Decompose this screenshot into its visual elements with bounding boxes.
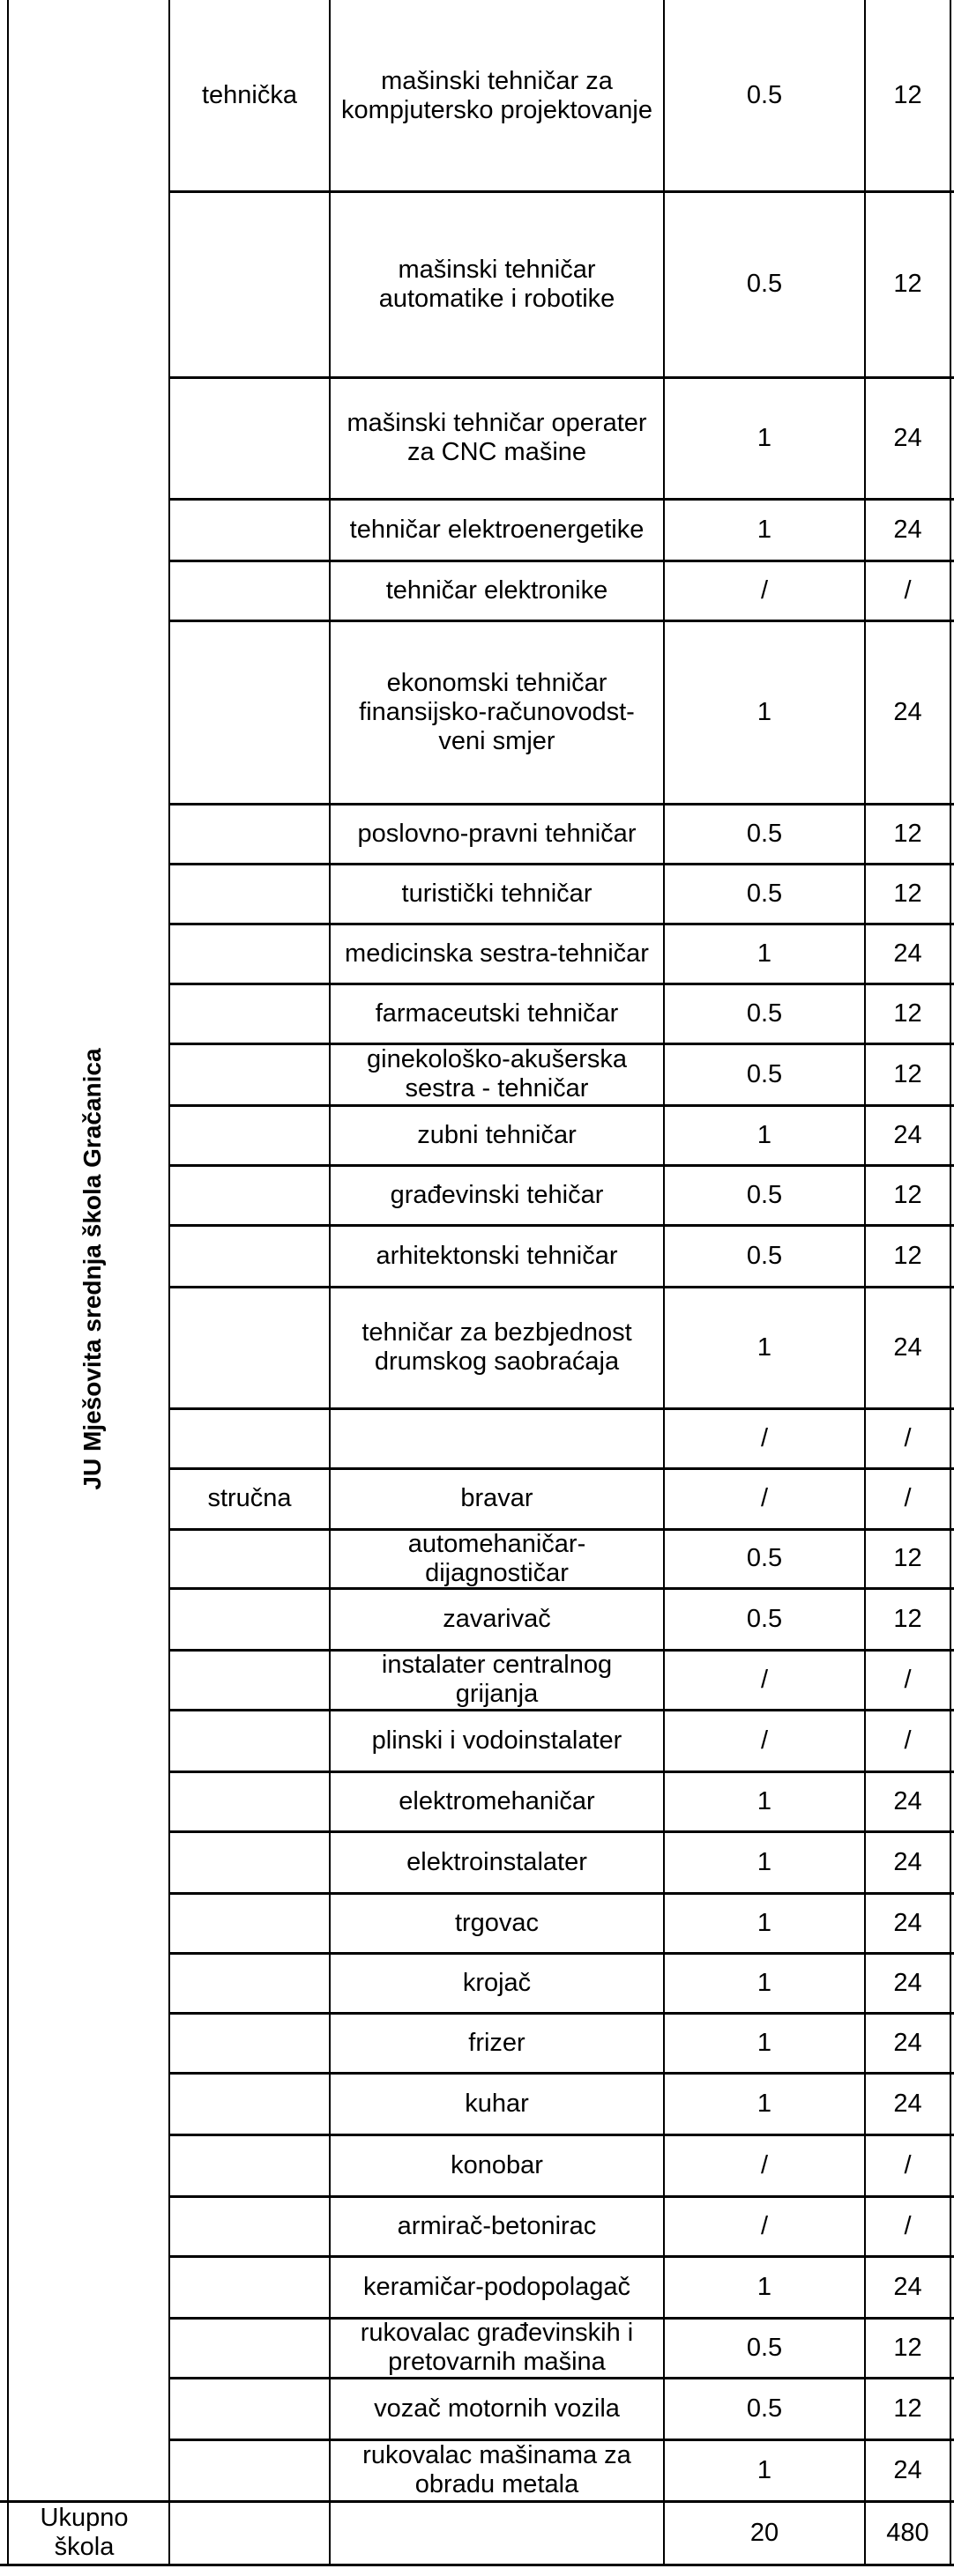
type-cell [170, 1287, 329, 1408]
students-cell: 24 [893, 939, 922, 968]
classes-cell: / [760, 1665, 769, 1694]
students-cell: 12 [893, 1059, 922, 1088]
classes-cell: 1 [756, 1333, 772, 1362]
program-cell: poslovno-pravni tehničar [357, 819, 637, 848]
students-cell: 24 [893, 697, 922, 726]
total-label: Ukupno škola [40, 2504, 129, 2561]
classes-cell: 1 [756, 2028, 772, 2057]
classes-cell: 1 [756, 1786, 772, 1815]
program-cell: arhitektonski tehničar [376, 1241, 618, 1270]
students-cell: 24 [893, 423, 922, 452]
students-cell: 24 [893, 2272, 922, 2301]
type-cell [170, 499, 329, 560]
type-cell [170, 1953, 329, 2013]
program-cell: kuhar [465, 2089, 529, 2118]
type-cell [170, 620, 329, 804]
classes-cell: 0.5 [746, 81, 783, 109]
students-cell: 12 [893, 879, 922, 908]
classes-cell: / [760, 1423, 769, 1452]
students-cell: / [904, 575, 912, 605]
classes-cell: 0.5 [746, 998, 783, 1028]
classes-cell: 1 [756, 1968, 772, 1997]
program-cell: vozač motornih vozila [374, 2394, 620, 2423]
type-cell [170, 2318, 329, 2378]
program-cell: mašinski tehničar za kompjutersko projektovanje [340, 66, 652, 124]
table-rule [7, 0, 9, 2566]
type-cell [170, 804, 329, 864]
classes-cell: 0.5 [746, 1544, 783, 1572]
type-cell [170, 1043, 329, 1105]
program-cell: građevinski tehičar [390, 1180, 604, 1209]
students-cell: 12 [893, 1544, 922, 1572]
students-cell: 12 [893, 1604, 922, 1633]
program-cell: rukovalac građevinskih i pretovarnih mašina [360, 2319, 634, 2376]
students-cell: 24 [893, 1847, 922, 1876]
program-cell: krojač [462, 1968, 532, 1997]
students-cell: 24 [893, 1333, 922, 1362]
classes-cell: 0.5 [746, 1241, 783, 1270]
students-cell: / [904, 1665, 912, 1694]
program-cell: elektroinstalater [406, 1847, 587, 1876]
type-cell [170, 984, 329, 1043]
classes-cell: / [760, 1484, 769, 1512]
classes-cell: 0.5 [746, 819, 783, 848]
classes-cell: 0.5 [746, 2394, 783, 2423]
classes-cell: 1 [756, 515, 772, 544]
program-cell: elektromehaničar [399, 1786, 595, 1815]
students-cell: 12 [893, 2333, 922, 2362]
classes-cell: 1 [756, 1847, 772, 1876]
program-cell: farmaceutski tehničar [375, 998, 619, 1028]
students-cell: 12 [893, 81, 922, 109]
type-cell [170, 2378, 329, 2439]
type-cell [170, 1710, 329, 1771]
type-cell [170, 560, 329, 620]
classes-cell: / [760, 575, 769, 605]
students-cell: 24 [893, 2089, 922, 2118]
students-cell: 12 [893, 998, 922, 1028]
type-cell [170, 864, 329, 924]
program-cell: automehaničar-dijagnostičar [407, 1529, 586, 1587]
program-cell: keramičar-podopolagač [362, 2272, 631, 2301]
students-cell: 24 [893, 1120, 922, 1149]
program-cell: konobar [451, 2150, 543, 2179]
type-cell [170, 2196, 329, 2256]
classes-cell: 1 [756, 697, 772, 726]
classes-cell: 0.5 [746, 270, 783, 298]
students-cell: 24 [893, 515, 922, 544]
classes-cell: 0.5 [746, 879, 783, 908]
type-cell [170, 1105, 329, 1165]
program-cell: mašinski tehničar automatike i robotike [378, 255, 615, 313]
students-cell: / [904, 2211, 912, 2240]
type-cell [170, 2073, 329, 2134]
type-cell [170, 1529, 329, 1588]
students-cell: 24 [893, 1908, 922, 1937]
students-cell: 24 [893, 1968, 922, 1997]
program-cell: ginekološko-akušerska sestra - tehničar [367, 1045, 627, 1102]
classes-cell: 1 [756, 423, 772, 452]
program-cell: tehničar elektronike [385, 575, 608, 605]
classes-cell: 1 [756, 2272, 772, 2301]
program-cell: mašinski tehničar operater za CNC mašine [347, 409, 647, 466]
type-cell [170, 2013, 329, 2073]
students-cell: 24 [893, 2028, 922, 2057]
program-cell: armirač-betonirac [397, 2211, 597, 2240]
program-cell: tehničar za bezbjednost drumskog saobraćaja [361, 1318, 632, 1376]
type-cell [170, 1408, 329, 1468]
total-classes: 20 [749, 2518, 779, 2547]
program-cell: zavarivač [443, 1604, 551, 1633]
classes-cell: / [760, 2211, 769, 2240]
program-cell: instalater centralnog grijanja [381, 1651, 613, 1708]
students-cell: / [904, 2150, 912, 2179]
classes-cell: 0.5 [746, 1604, 783, 1633]
type-cell: stručna [207, 1484, 292, 1512]
classes-cell: 1 [756, 2455, 772, 2484]
students-cell: 12 [893, 270, 922, 298]
type-cell: tehnička [201, 81, 297, 109]
students-cell: 12 [893, 2394, 922, 2423]
students-cell: 12 [893, 1180, 922, 1209]
type-cell [170, 1893, 329, 1953]
type-cell [170, 377, 329, 499]
classes-cell: / [760, 2150, 769, 2179]
type-cell [170, 1588, 329, 1650]
students-cell: / [904, 1726, 912, 1755]
classes-cell: 1 [756, 2089, 772, 2118]
program-cell: trgovac [454, 1908, 540, 1937]
classes-cell: / [760, 1726, 769, 1755]
program-cell: frizer [468, 2028, 525, 2057]
classes-cell: 1 [756, 1908, 772, 1937]
classes-cell: 0.5 [746, 1180, 783, 1209]
classes-cell: 0.5 [746, 1059, 783, 1088]
program-cell: medicinska sestra-tehničar [345, 939, 649, 968]
type-cell [170, 1225, 329, 1287]
total-students: 480 [886, 2518, 929, 2547]
type-cell [170, 2134, 329, 2196]
students-cell: 12 [893, 1241, 922, 1270]
type-cell [170, 1771, 329, 1831]
students-cell: 12 [893, 819, 922, 848]
program-cell [331, 1408, 663, 1468]
program-cell: turistički tehničar [401, 879, 593, 908]
students-cell: / [904, 1484, 912, 1512]
program-cell: tehničar elektroenergetike [349, 515, 645, 544]
program-cell: bravar [460, 1484, 533, 1512]
program-cell: ekonomski tehničar finansijsko-računovodst-veni smjer [359, 668, 635, 755]
classes-cell: 1 [756, 939, 772, 968]
students-cell: / [904, 1423, 912, 1452]
students-cell: 24 [893, 1786, 922, 1815]
school-name: JU Mješovita srednja škola Gračanica [78, 1048, 106, 1490]
type-cell [170, 1831, 329, 1893]
students-cell: 24 [893, 2455, 922, 2484]
type-cell [170, 191, 329, 377]
type-cell [170, 1650, 329, 1710]
type-cell [170, 924, 329, 984]
classes-cell: 0.5 [746, 2333, 783, 2362]
program-cell: plinski i vodoinstalater [371, 1726, 622, 1755]
program-cell: rukovalac mašinama za obradu metala [362, 2441, 631, 2498]
program-cell: zubni tehničar [417, 1120, 577, 1149]
type-cell [170, 2256, 329, 2318]
type-cell [170, 1165, 329, 1225]
type-cell [170, 2439, 329, 2501]
classes-cell: 1 [756, 1120, 772, 1149]
table-rule [950, 0, 951, 2566]
